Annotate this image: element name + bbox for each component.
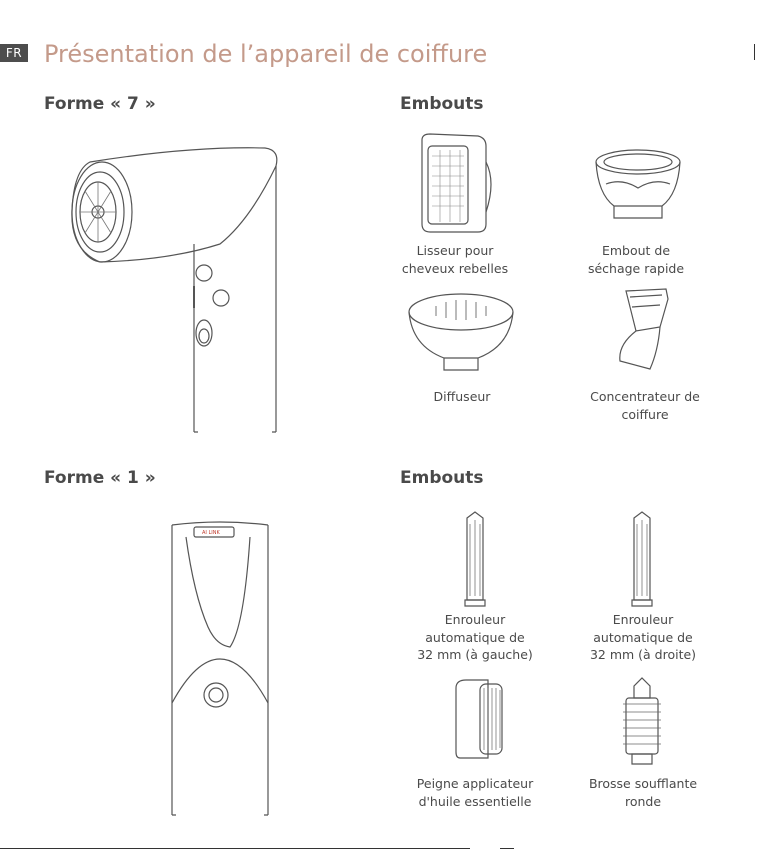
frizz-smoother-illustration [416, 132, 496, 237]
attachments7-heading: Embouts [400, 94, 484, 114]
form7-dryer-illustration [60, 140, 290, 440]
footer-rule [0, 848, 470, 849]
footer-tick [500, 848, 514, 849]
form1-device-illustration [160, 515, 280, 820]
attachment-caption: Enrouleur automatique de 32 mm (à droite) [589, 612, 697, 662]
language-badge: FR [0, 44, 28, 62]
attachment-caption: Concentrateur de coiffure [590, 389, 700, 422]
attachment-caption: Lisseur pour cheveux rebelles [401, 243, 509, 276]
form1-heading: Forme « 1 » [44, 468, 156, 488]
page-edge-mark [754, 44, 755, 60]
form7-heading: Forme « 7 » [44, 94, 156, 114]
auto-curler-right-illustration [622, 510, 662, 610]
attachment-caption: Embout de séchage rapide [587, 243, 685, 276]
attachment-caption: Diffuseur [433, 389, 491, 404]
fast-drying-nozzle-illustration [592, 148, 687, 228]
device-logo: AI LINK [202, 530, 220, 536]
oil-applicator-comb-illustration [448, 678, 508, 763]
attachment-caption: Peigne applicateur d'huile essentielle [416, 776, 534, 809]
auto-curler-left-illustration [455, 510, 495, 610]
attachments1-heading: Embouts [400, 468, 484, 488]
round-blow-brush-illustration [620, 676, 665, 766]
page-title: Présentation de l’appareil de coiffure [44, 40, 488, 68]
attachment-caption: Enrouleur automatique de 32 mm (à gauche) [417, 612, 533, 662]
diffuser-illustration [406, 290, 516, 375]
styling-concentrator-illustration [608, 285, 673, 375]
attachment-caption: Brosse soufflante ronde [588, 776, 698, 809]
